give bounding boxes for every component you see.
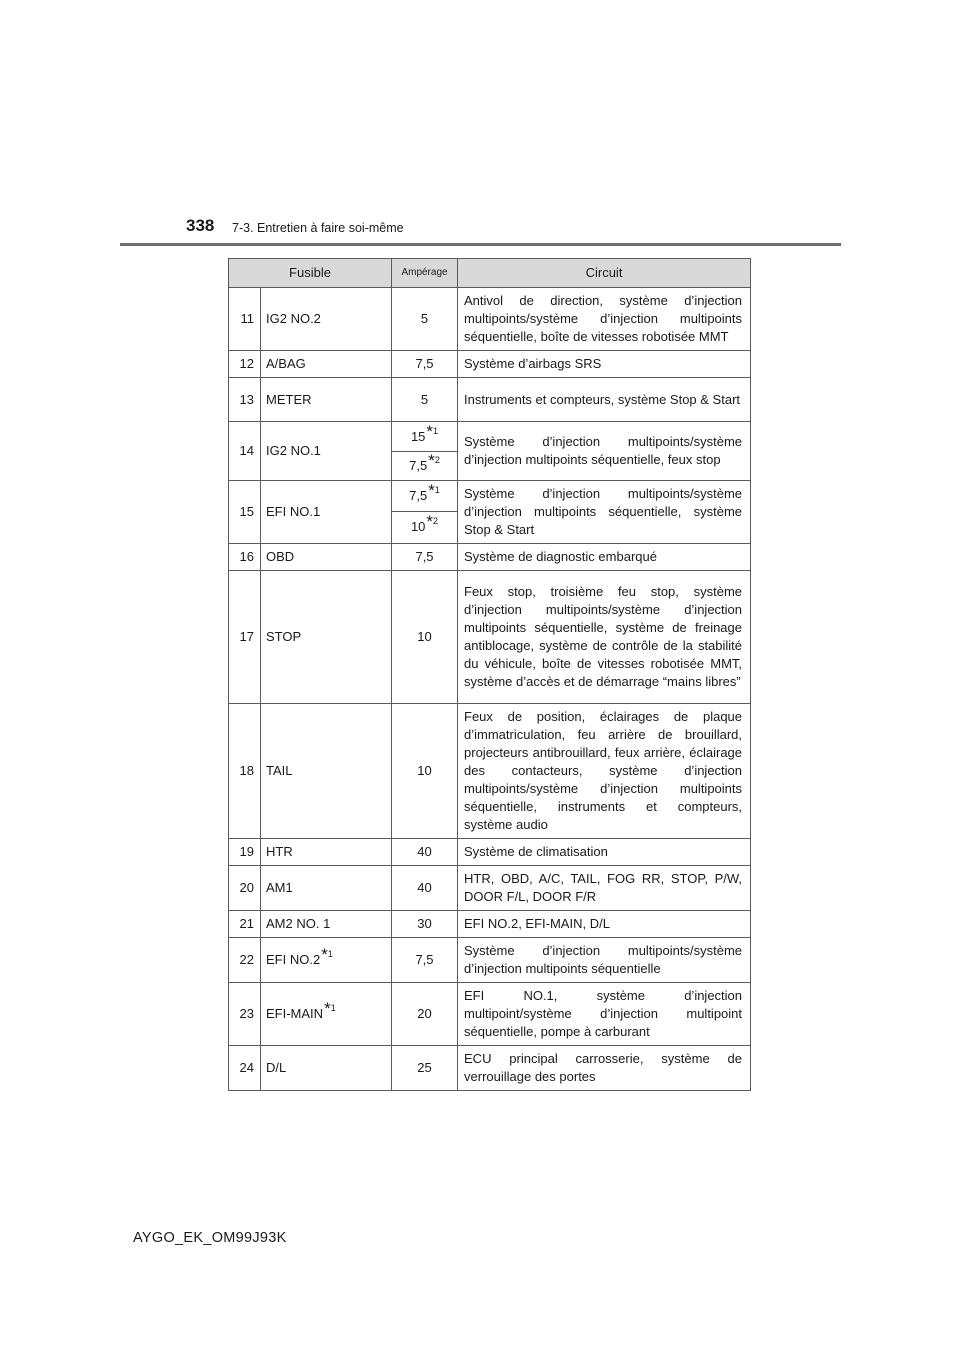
fuse-amperage: [392, 481, 458, 512]
fuse-name: TAIL: [261, 704, 392, 839]
amperage-value: 7,5: [409, 487, 428, 503]
fuse-amperage: 7,5: [392, 544, 458, 571]
amperage-value: 7,5: [409, 458, 428, 473]
amperage-value: 15: [410, 428, 426, 444]
fuse-number: 16: [229, 544, 261, 571]
fuse-number: 11: [229, 288, 261, 351]
fuse-circuit: Système de climatisation: [458, 839, 751, 866]
footnote-star: *: [426, 512, 434, 532]
table-row: [229, 571, 751, 704]
table-row: [229, 378, 751, 422]
fuse-number: 19: [229, 839, 261, 866]
fuse-circuit: EFI NO.2, EFI-MAIN, D/L: [458, 911, 751, 938]
fuse-name: IG2 NO.1: [261, 422, 392, 481]
page-number: 338: [186, 216, 215, 235]
header-amperage: Ampérage: [392, 259, 458, 288]
table-row: [229, 704, 751, 839]
fuse-amperage: 5: [392, 378, 458, 422]
footnote-ref: 1: [434, 484, 440, 495]
fuse-circuit: Système d’injection multipoints/système d’injection multipoints séquentielle: [458, 938, 751, 983]
fuse-number: 24: [229, 1046, 261, 1091]
fuse-circuit: Système d’injection multipoints/système d’injection multipoints séquentielle, feux stop: [458, 422, 751, 481]
fuse-circuit: ECU principal carrosserie, système de verrouillage des portes: [458, 1046, 751, 1091]
fuse-name: [261, 983, 392, 1046]
table-row: [229, 544, 751, 571]
fuse-amperage: 10: [392, 571, 458, 704]
fuse-name: EFI NO.1: [261, 481, 392, 544]
table-row: [229, 983, 751, 1046]
fuse-circuit: Feux stop, troisième feu stop, système d’injection multipoints/système d’injection multipoints séquentielle, système de freinage antiblocage, système de contrôle de la stabilité du véhicule, boîte de vitesses robotisée MMT, système d’accès et de démarrage “mains libres”: [458, 571, 751, 704]
fuse-number: 20: [229, 866, 261, 911]
fuse-circuit: Système de diagnostic embarqué: [458, 544, 751, 571]
fuse-circuit: Système d’airbags SRS: [458, 351, 751, 378]
fuse-amperage: 20: [392, 983, 458, 1046]
footnote-ref: 1: [433, 425, 439, 436]
table-row: [229, 288, 751, 351]
table-row: [229, 839, 751, 866]
fuse-number: 18: [229, 704, 261, 839]
footnote-star: *: [324, 999, 331, 1018]
fuse-name-text: EFI-MAIN: [266, 1006, 324, 1021]
fuse-amperage: 25: [392, 1046, 458, 1091]
fuse-number: 21: [229, 911, 261, 938]
fuse-name: IG2 NO.2: [261, 288, 392, 351]
header-circuit: Circuit: [458, 259, 751, 288]
fuse-circuit: Antivol de direction, système d’injection multipoints/système d’injection multipoints séquentielle, boîte de vitesses robotisée MMT: [458, 288, 751, 351]
table-row: [229, 911, 751, 938]
document-code: AYGO_EK_OM99J93K: [133, 1230, 287, 1246]
fuse-amperage: 30: [392, 911, 458, 938]
fuse-name: STOP: [261, 571, 392, 704]
fuse-table: [228, 258, 751, 1091]
footnote-ref: 1: [330, 1003, 336, 1013]
fuse-circuit: Instruments et compteurs, système Stop & Start: [458, 378, 751, 422]
fuse-name-text: EFI NO.2: [266, 952, 321, 967]
table-row: [229, 481, 751, 512]
footnote-star: *: [426, 421, 434, 441]
table-row: [229, 422, 751, 452]
table-row: [229, 1046, 751, 1091]
fuse-amperage: 7,5: [392, 351, 458, 378]
fuse-amperage: 10: [392, 704, 458, 839]
fuse-circuit: Système d’injection multipoints/système d’injection multipoints séquentielle, système Stop & Start: [458, 481, 751, 544]
fuse-number: 15: [229, 481, 261, 544]
fuse-amperage: 5: [392, 288, 458, 351]
footnote-ref: 2: [434, 455, 440, 465]
footnote-ref: 1: [327, 949, 333, 959]
fuse-circuit: HTR, OBD, A/C, TAIL, FOG RR, STOP, P/W, DOOR F/L, DOOR F/R: [458, 866, 751, 911]
fuse-number: 17: [229, 571, 261, 704]
fuse-name: OBD: [261, 544, 392, 571]
fuse-amperage: [392, 422, 458, 452]
header-fuse: Fusible: [229, 259, 392, 288]
fuse-number: 12: [229, 351, 261, 378]
footnote-star: *: [428, 451, 435, 470]
fuse-number: 22: [229, 938, 261, 983]
fuse-circuit: EFI NO.1, système d’injection multipoint/système d’injection multipoint séquentielle, pompe à carburant: [458, 983, 751, 1046]
fuse-amperage: 7,5: [392, 938, 458, 983]
fuse-name: AM1: [261, 866, 392, 911]
fuse-name: HTR: [261, 839, 392, 866]
fuse-name: AM2 NO. 1: [261, 911, 392, 938]
footnote-ref: 2: [433, 516, 439, 527]
table-row: [229, 866, 751, 911]
fuse-circuit: Feux de position, éclairages de plaque d’immatriculation, feu arrière de brouillard, projecteurs antibrouillard, feux arrière, éclairage des contacteurs, système d’injection multipoints/système d’injection multipoints séquentielle, instruments et compteurs, système audio: [458, 704, 751, 839]
fuse-number: 14: [229, 422, 261, 481]
fuse-amperage: [392, 452, 458, 481]
fuse-name: D/L: [261, 1046, 392, 1091]
header-divider: [120, 243, 841, 246]
section-title: 7-3. Entretien à faire soi-même: [232, 221, 404, 235]
footnote-star: *: [428, 480, 435, 500]
footnote-star: *: [321, 945, 328, 964]
fuse-name: METER: [261, 378, 392, 422]
table-header-row: [229, 259, 751, 288]
table-row: [229, 938, 751, 983]
fuse-amperage: 40: [392, 866, 458, 911]
fuse-amperage: 40: [392, 839, 458, 866]
fuse-number: 13: [229, 378, 261, 422]
fuse-name: A/BAG: [261, 351, 392, 378]
fuse-amperage: [392, 511, 458, 543]
fuse-name: [261, 938, 392, 983]
fuse-number: 23: [229, 983, 261, 1046]
table-row: [229, 351, 751, 378]
amperage-value: 10: [410, 519, 426, 535]
